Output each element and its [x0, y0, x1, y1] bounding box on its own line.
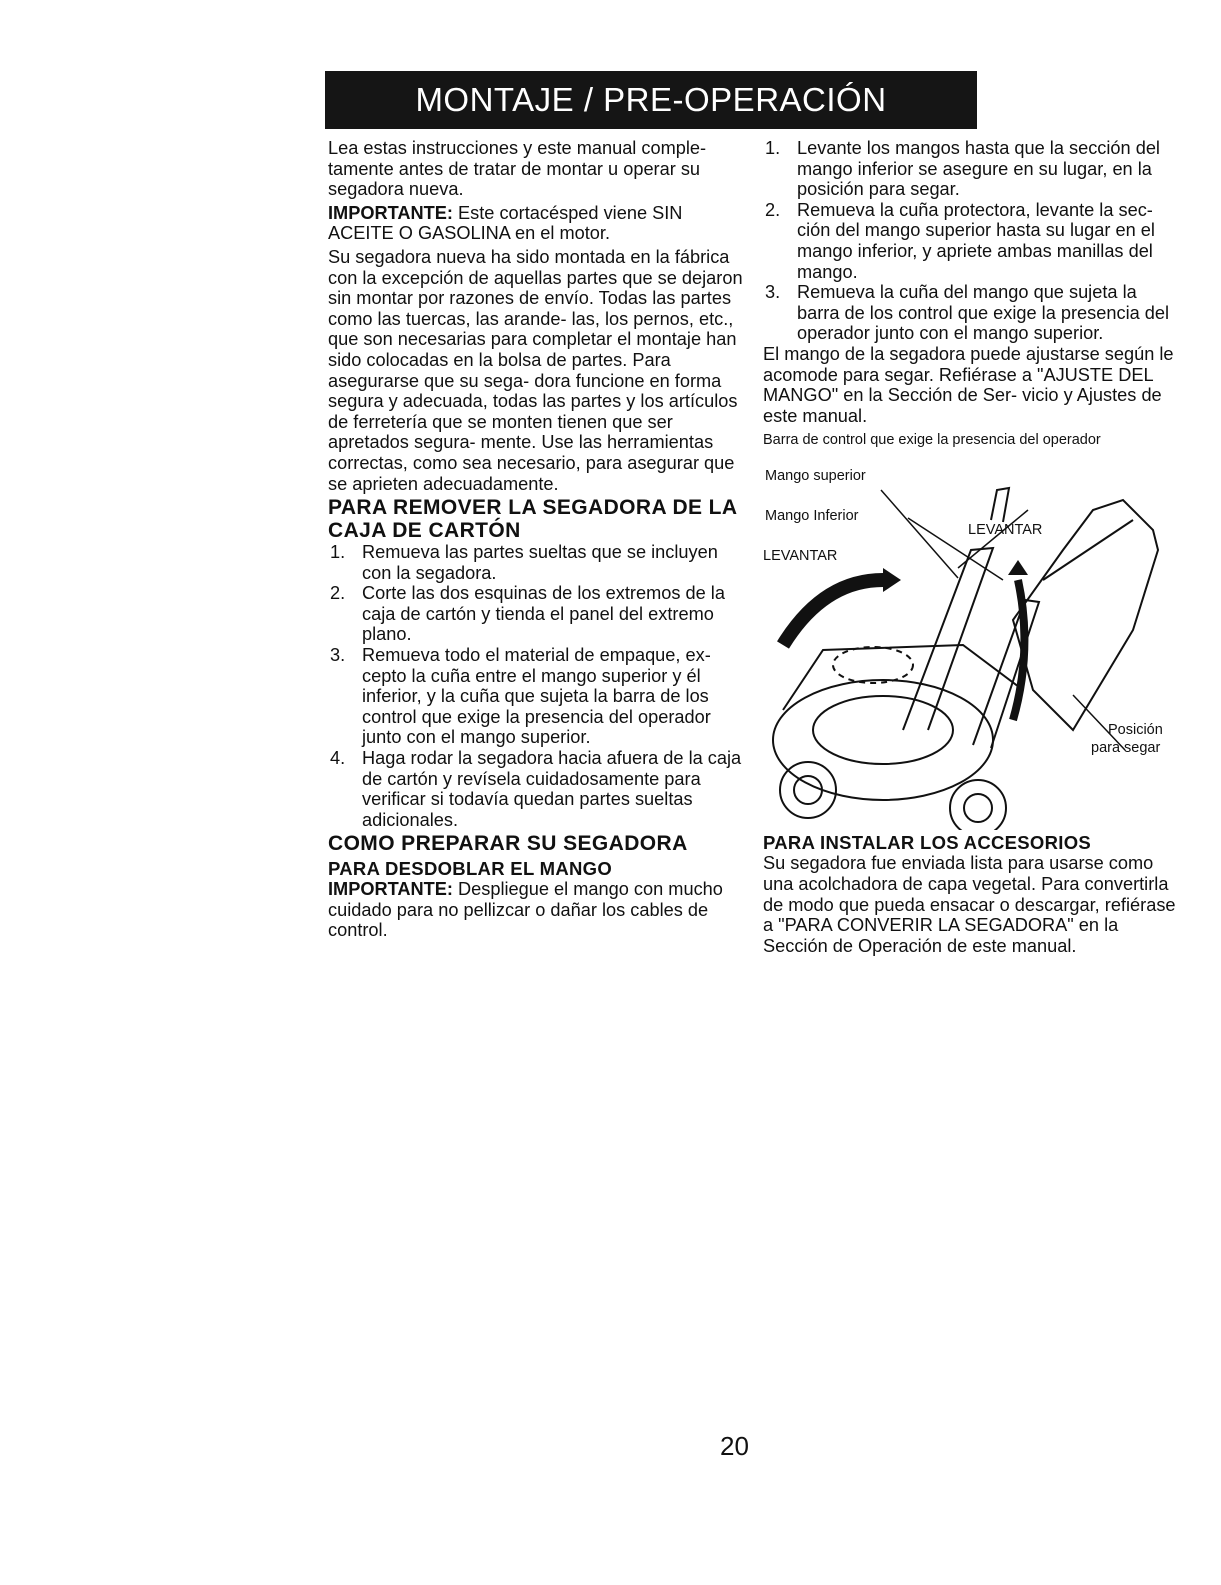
step-text: Remueva la cuña del mango que sujeta la barra de los control que exige la presencia del operador junto con el mango superior. [797, 282, 1170, 344]
step-number: 4. [330, 748, 346, 769]
intro-paragraph: Lea estas instrucciones y este manual comple- tamente antes de tratar de montar u operar su segadora nueva. [328, 138, 707, 200]
unfold-note [328, 879, 748, 941]
step-text: Remueva la cuña protectora, levante la sec- ción del mango superior hasta su lugar en el mango inferior, y apriete ambas manillas del mango. [797, 199, 1155, 282]
right-column [763, 138, 1183, 959]
remove-heading: PARA REMOVER LA SEGADORA DE LA CAJA DE CARTÓN [328, 496, 737, 542]
list-item [763, 138, 1183, 200]
page-number: 20 [720, 1431, 749, 1461]
step-number: 3. [330, 645, 346, 666]
remove-steps-list [328, 542, 748, 830]
important-label: IMPORTANTE: [328, 202, 453, 223]
list-item [763, 200, 1183, 282]
step-number: 1. [330, 542, 346, 563]
handle-steps-list [763, 138, 1183, 344]
mow-position-label-2: para segar [1091, 740, 1161, 757]
step-text: Haga rodar la segadora hacia afuera de la caja de cartón y revísela cuidadosamente para verificar si todavía quedan partes sueltas adicionales. [362, 748, 742, 830]
unfold-important-label: IMPORTANTE: [328, 878, 453, 899]
lift-label-right: LEVANTAR [968, 522, 1043, 539]
list-item [328, 645, 748, 748]
list-item [763, 282, 1183, 344]
lower-handle-label: Mango Inferior [765, 508, 859, 525]
left-column [328, 138, 748, 944]
accessories-heading: PARA INSTALAR LOS ACCESORIOS [763, 832, 1092, 854]
step-number: 1. [765, 138, 781, 158]
section-title: MONTAJE / PRE-OPERACIÓN [415, 81, 887, 118]
mow-position-label-1: Posición [1108, 722, 1163, 739]
list-item [328, 748, 748, 830]
mower-illustration [763, 430, 1193, 830]
mower-handle-figure [763, 430, 1193, 830]
step-text: Remueva las partes sueltas que se incluyen con la segadora. [362, 542, 718, 583]
step-text: Remueva todo el material de empaque, ex- cepto la cuña entre el mango superior y él inferior, y la cuña que sujeta la barra de los control que exige la presencia del operador junto con el mango superior. [362, 645, 711, 748]
upper-handle-label: Mango superior [765, 468, 866, 485]
important-text: Este cortacésped viene SIN ACEITE O GASOLINA en el motor. [328, 202, 683, 244]
prepare-heading: COMO PREPARAR SU SEGADORA [328, 832, 688, 856]
list-item [328, 583, 748, 645]
section-header [325, 71, 977, 129]
operator-control-bar-label: Barra de control que exige la presencia del operador [763, 432, 1101, 449]
unfold-text: Despliegue el mango con mucho cuidado para no pellizcar o dañar los cables de control. [328, 878, 723, 941]
step-number: 2. [765, 199, 781, 220]
factory-paragraph: Su segadora nueva ha sido montada en la fábrica con la excepción de aquellas partes que se dejaron sin montar por razones de envío. Todas las partes como las tuercas, las arande- las, los pernos, etc., que son necesarias para completar el montaje han sido colocadas en la bolsa de partes. Para asegurarse que su sega- dora funcione en forma segura y adecuada, todas las partes y los artículos de ferretería que se monten tienen que ser apretados segura- mente. Use las herramientas correctas, como sea necesario, para asegurar que se aprieten adecuadamente. [328, 246, 743, 494]
step-number: 3. [765, 282, 781, 303]
unfold-heading: PARA DESDOBLAR EL MANGO [328, 857, 613, 879]
step-text: Levante los mangos hasta que la sección del mango inferior se asegure en su lugar, en la posición para segar. [797, 138, 1160, 200]
accessories-paragraph: Su segadora fue enviada lista para usarse como una acolchadora de capa vegetal. Para convertirla de modo que pueda ensacar o descargar, refiérase a "PARA CONVERIR LA SEGADORA" en la Sección de Operación de este manual. [763, 853, 1176, 956]
important-note [328, 203, 748, 244]
lift-label-left: LEVANTAR [763, 548, 838, 565]
step-text: Corte las dos esquinas de los extremos de la caja de cartón y tienda el panel del extremo plano. [362, 583, 725, 645]
adjust-paragraph: El mango de la segadora puede ajustarse según le acomode para segar. Refiérase a "AJUSTE DEL MANGO" en la Sección de Ser- vicio y Ajustes de este manual. [763, 343, 1174, 426]
list-item [328, 542, 748, 583]
step-number: 2. [330, 583, 346, 604]
